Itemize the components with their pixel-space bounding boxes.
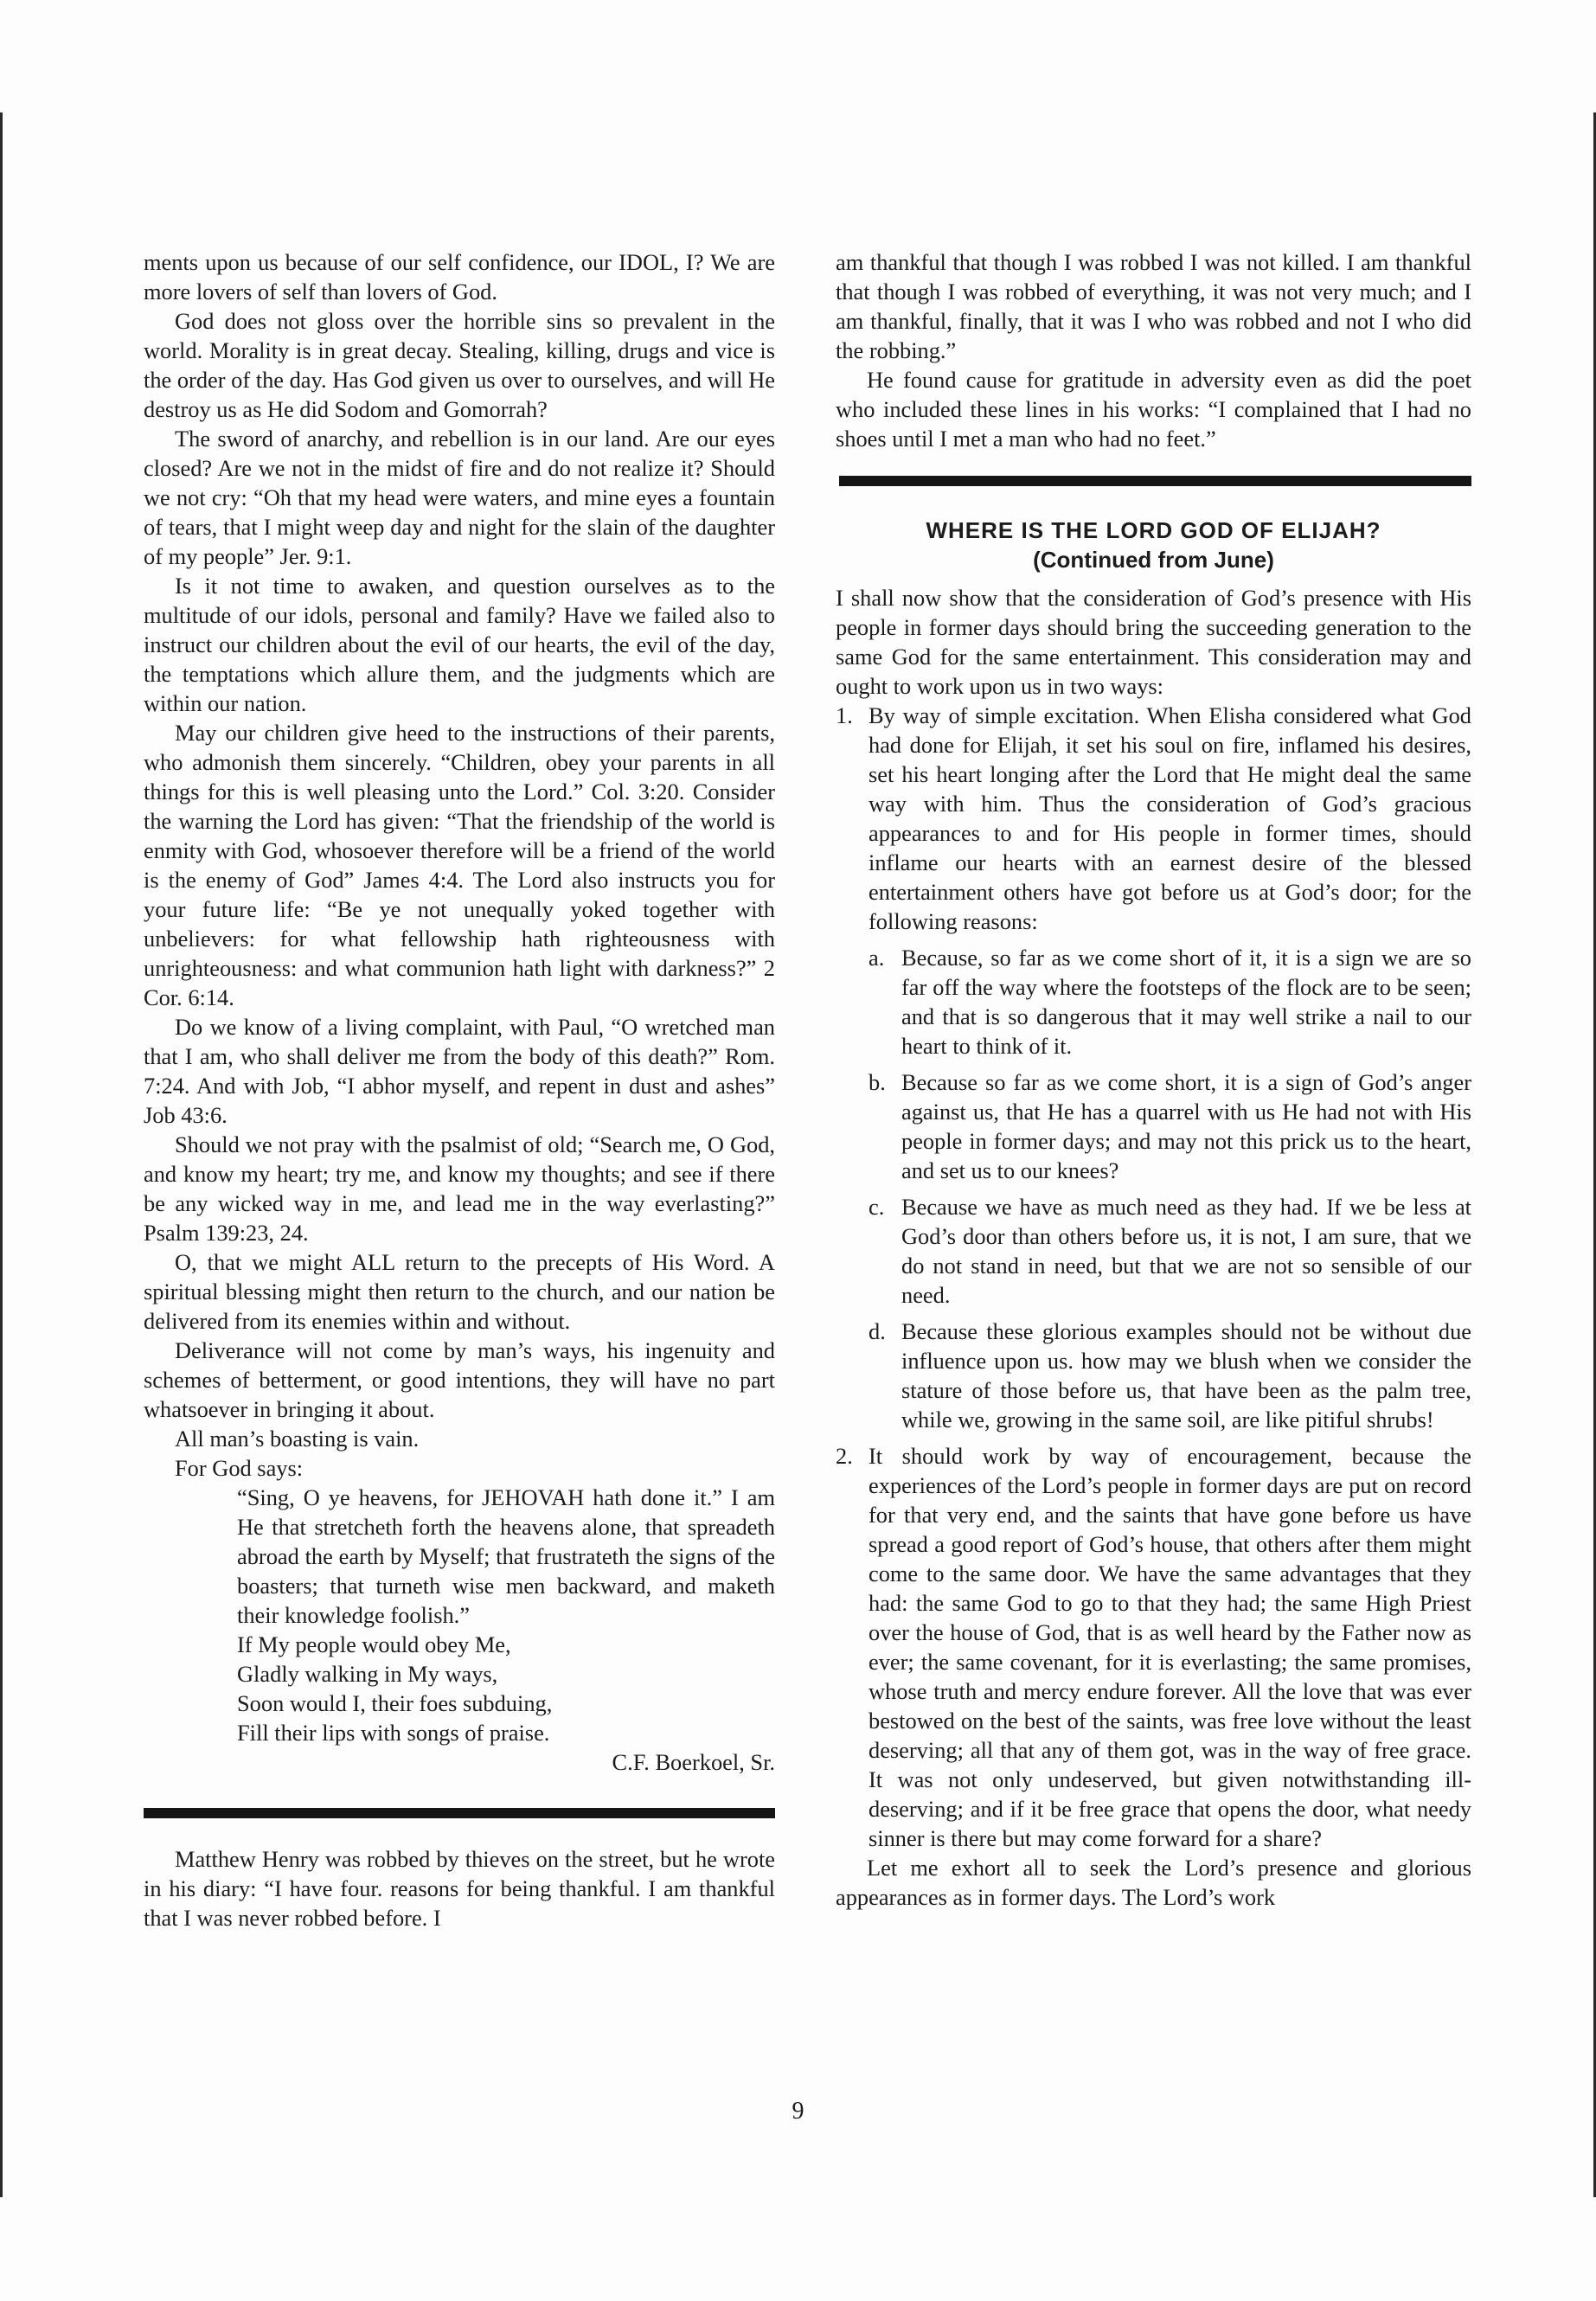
article-subtitle: (Continued from June) [1033,547,1274,573]
item-text: Because, so far as we come short of it, it is a sign we are so far off the way where the footsteps of the flock are to be seen; and that is so dangerous that it may well strike a nail to our heart to think of it. [901,945,1471,1059]
point-text: It should work by way of encouragement, because the experiences of the Lord’s people in former days are put on record for that very end, and the saints that have gone before us have spread a good report of God’s house, that others after them might come to the same door. We have the same advantages that they had: the same God to go to that they had; the same High Priest over the house of God, that is as well heard by the Father now as ever; the same covenant, for it is everlasting; the same promises, whose truth and mercy endure forever. All the love that was ever bestowed on the best of the saints, was free love without the least deserving; all that any of them got, was in the way of free grace. It was not only undeserved, but given notwithstanding ill-deserving; and if it be free grace that opens the door, what needy sinner is there but may come forward for a share? [869,1443,1471,1851]
intro-paragraph: I shall now show that the consideration of God’s presence with His people in former days should bring the succeeding generation to the same God for the same entertainment. This consideration may and ought to work upon us in two ways: [836,585,1471,699]
paragraph: May our children give heed to the instructions of their parents, who admonish them sincerely. “Children, obey your parents in all things for this is well pleasing unto the Lord.” Col. 3:20. Consider the warning the Lord has given: “That the friendship of the world is enmity with God, whosoever therefore will be a friend of the world is the enemy of God” James 4:4. The Lord also instructs you for your future life: “Be ye not unequally yoked together with unbelievers: for what fellowship hath righteousness with unrighteousness: and what communion hath light with darkness?” 2 Cor. 6:14. [144,720,775,1010]
poem-line: Fill their lips with songs of praise. [237,1720,550,1746]
item-text: Because these glorious examples should not be without due influence upon us. how may we blush when we consider the stature of those before us, that have been as the palm tree, while we, growing in the same soil, are like pitiful shrubs! [901,1318,1471,1433]
paragraph: He found cause for gratitude in adversity even as did the poet who included these lines in his works: “I complained that I had no shoes until I met a man who had no feet.” [836,367,1471,452]
closing-paragraph: Let me exhort all to seek the Lord’s presence and glorious appearances as in former days. The Lord’s work [836,1855,1471,1910]
paragraph: Deliverance will not come by man’s ways, his ingenuity and schemes of betterment, or good intentions, they will have no part whatsoever in bringing it about. [144,1337,775,1422]
numbered-point [836,1441,1471,1853]
paragraph: am thankful that though I was robbed I was not killed. I am thankful that though I was robbed of everything, it was not very much; and I am thankful, finally, that it was I who was robbed and not I who did the robbing.” [836,249,1471,363]
item-text: Because we have as much need as they had. If we be less at God’s door than others before us, it is not, I am sure, that we do not stand in need, but that we are not so sensible of our need. [901,1194,1471,1308]
list-item [869,1317,1471,1434]
page-number: 9 [792,2098,804,2125]
section-divider [144,1808,775,1818]
poem-line: If My people would obey Me, [237,1631,511,1657]
paragraph: ments upon us because of our self confidence, our IDOL, I? We are more lovers of self than lovers of God. [144,249,775,304]
paragraph: O, that we might ALL return to the precepts of His Word. A spiritual blessing might then return to the church, and our nation be delivered from its enemies within and without. [144,1249,775,1334]
item-letter: b. [869,1069,886,1095]
item-letter: c. [869,1194,885,1220]
paragraph: All man’s boasting is vain. [175,1426,420,1452]
henry-paragraph: Matthew Henry was robbed by thieves on the street, but he wrote in his diary: “I have four. reasons for being thankful. I am thankful that I was never robbed before. I [144,1846,775,1931]
section-divider [839,476,1471,486]
paragraph: Should we not pray with the psalmist of old; “Search me, O God, and know my heart; try me, and know my thoughts; and see if there be any wicked way in me, and lead me in the way everlasting?” Psalm 139:23, 24. [144,1131,775,1246]
item-letter: d. [869,1318,886,1344]
left-column [144,247,775,1932]
quote-text: “Sing, O ye heavens, for JEHOVAH hath done it.” I am He that stretcheth forth the heavens alone, that spreadeth abroad the earth by Myself; that frustrateth the signs of the boasters; that turneth wise men backward, and maketh their knowledge foolish.” [237,1484,775,1628]
list-item [869,1067,1471,1185]
numbered-point [836,701,1471,936]
paragraph: Is it not time to awaken, and question ourselves as to the multitude of our idols, personal and family? Have we failed also to instruct our children about the evil of our hearts, the evil of the day, the temptations which allure them, and the judgments which are within our nation. [144,573,775,716]
point-number: 1. [836,702,853,728]
poem-line: Gladly walking in My ways, [237,1661,498,1687]
paragraph: God does not gloss over the horrible sins so prevalent in the world. Morality is in great decay. Stealing, killing, drugs and vice is the order of the day. Has God given us over to ourselves, and will He destroy us as He did Sodom and Gomorrah? [144,308,775,422]
scripture-quote [237,1483,775,1747]
item-text: Because so far as we come short, it is a sign of God’s anger against us, that He has a quarrel with us He had not with His people in former days; and may not this prick us to the heart, and set us to our knees? [901,1069,1471,1183]
list-item [869,1192,1471,1310]
paragraph: For God says: [175,1455,304,1481]
list-item [869,943,1471,1061]
author-signature: C.F. Boerkoel, Sr. [612,1749,775,1775]
lettered-list [869,943,1471,1434]
item-letter: a. [869,945,885,971]
point-text: By way of simple excitation. When Elisha considered what God had done for Elijah, it set his soul on fire, inflamed his desires, set his heart longing after the Lord that He might deal the same way with him. Thus the consideration of God’s gracious appearances to and for His people in former times, should inflame our hearts with an earnest desire of the blessed entertainment others have got before us at God’s door; for the following reasons: [869,702,1471,934]
point-number: 2. [836,1443,853,1469]
paragraph: The sword of anarchy, and rebellion is in our land. Are our eyes closed? Are we not in the midst of fire and do not realize it? Should we not cry: “Oh that my head were waters, and mine eyes a fountain of tears, that I might weep day and night for the slain of the daughter of my people” Jer. 9:1. [144,426,775,569]
article-title: WHERE IS THE LORD GOD OF ELIJAH? [926,517,1381,543]
poem-line: Soon would I, their foes subduing, [237,1690,553,1716]
paragraph: Do we know of a living complaint, with Paul, “O wretched man that I am, who shall deliver me from the body of this death?” Rom. 7:24. And with Job, “I abhor myself, and repent in dust and ashes” Job 43:6. [144,1014,775,1128]
right-column [836,247,1471,1912]
